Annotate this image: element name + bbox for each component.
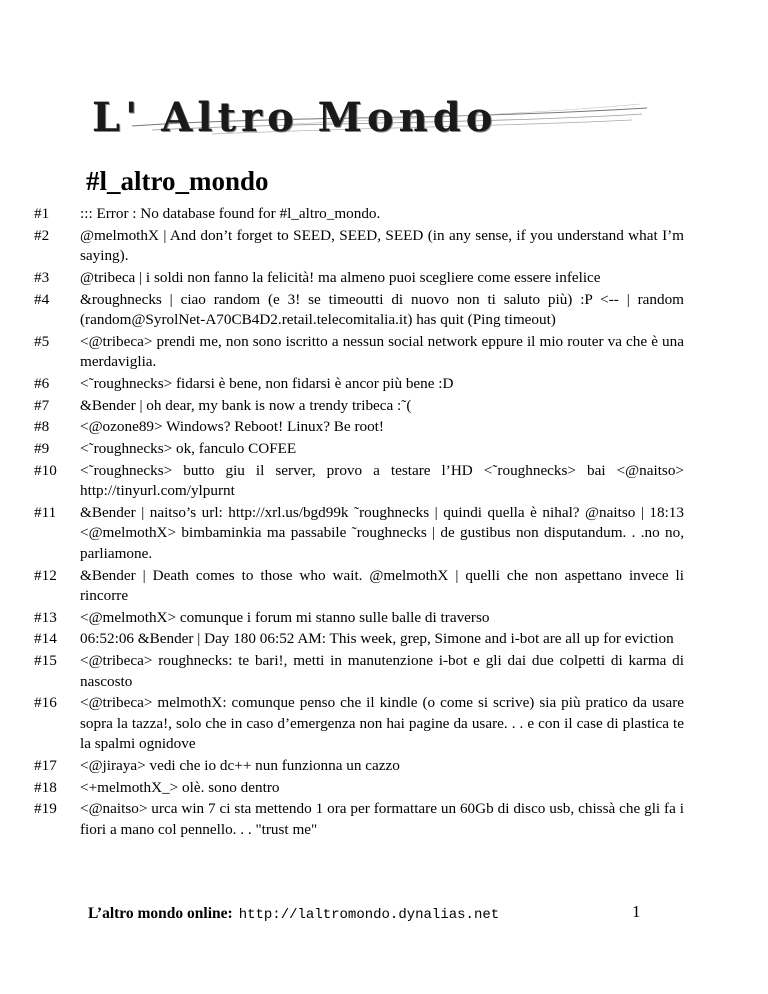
quote-entry <box>34 439 684 460</box>
quote-number: #9 <box>34 440 50 457</box>
quote-entry <box>34 204 684 225</box>
quote-number: #11 <box>34 503 57 521</box>
quote-number: #13 <box>34 608 57 626</box>
quote-text: <@tribeca> roughnecks: te bari!, metti in manutenzione i-bot e gli dai due colpetti di karma di nascosto <box>80 652 684 690</box>
quote-entry <box>34 374 684 395</box>
quote-number: #6 <box>34 374 50 392</box>
quote-entry <box>34 268 684 289</box>
quote-text: <@tribeca> melmothX: comunque penso che il kindle (o come si scrive) sia più pratico da usare sopra la tazza!, solo che in caso d’emergenza non hai pagine da usare. . . e con il case di plastica te la spalmi ognidove <box>80 694 684 753</box>
quote-entry <box>34 290 684 331</box>
quote-number: #2 <box>34 226 50 244</box>
quote-number: #5 <box>34 332 50 350</box>
quote-entry <box>34 226 684 267</box>
quote-number: #3 <box>34 268 50 286</box>
page-footer <box>88 905 499 923</box>
quote-number: #14 <box>34 630 57 648</box>
quote-entry <box>34 503 684 565</box>
quote-number: #7 <box>34 396 50 414</box>
logo <box>92 94 652 142</box>
logo-text: L' Altro Mondo <box>92 94 498 141</box>
quote-number: #10 <box>34 461 57 479</box>
quote-entry <box>34 608 684 629</box>
quote-list <box>34 204 684 842</box>
quote-entry <box>34 799 684 840</box>
quote-text: <@tribeca> prendi me, non sono iscritto a nessun social network eppure il mio router va che è una merdaviglia. <box>80 332 684 371</box>
quote-number: #15 <box>34 652 57 670</box>
quote-text: @tribeca | i soldi non fanno la felicità! ma almeno puoi scegliere come essere infelice <box>80 268 601 286</box>
quote-number: #16 <box>34 694 57 712</box>
quote-text: @melmothX | And don’t forget to SEED, SEED, SEED (in any sense, if you understand what I’m saying). <box>80 226 684 265</box>
quote-entry <box>34 756 684 777</box>
quote-text: &Bender | naitso’s url: http://xrl.us/bgd99k ˜roughnecks | quindi quella è nihal? @naitso | 18:13 <@melmothX> bimbaminkia ma passabile ˜roughnecks | de gustibus non disputandum. . .no no, parliamone. <box>80 503 684 562</box>
quote-number: #8 <box>34 418 50 436</box>
quote-text: 06:52:06 &Bender | Day 180 06:52 AM: This week, grep, Simone and i-bot are all up for eviction <box>80 630 674 648</box>
quote-number: #17 <box>34 757 57 774</box>
section-title: #l_altro_mondo <box>86 166 269 196</box>
quote-text: <˜roughnecks> fidarsi è bene, non fidarsi è ancor più bene :D <box>80 374 454 392</box>
page-number: 1 <box>632 902 641 921</box>
quote-number: #19 <box>34 800 57 818</box>
quote-entry <box>34 693 684 755</box>
quote-entry <box>34 396 684 417</box>
quote-text: <@naitso> urca win 7 ci sta mettendo 1 ora per formattare un 60Gb di disco usb, chissà che gli fa i fiori a mano col pennello. . . "trust me" <box>80 800 684 838</box>
quote-text: <@ozone89> Windows? Reboot! Linux? Be root! <box>80 418 384 436</box>
quote-entry <box>34 651 684 692</box>
quote-text: <@jiraya> vedi che io dc++ nun funzionna un cazzo <box>80 757 400 774</box>
quote-number: #12 <box>34 566 57 584</box>
footer-url-link[interactable]: http://laltromondo.dynalias.net <box>238 907 500 923</box>
quote-text: <˜roughnecks> ok, fanculo COFEE <box>80 440 297 457</box>
quote-text: &Bender | oh dear, my bank is now a trendy tribeca :˜( <box>80 396 412 414</box>
quote-entry <box>34 461 684 502</box>
quote-entry <box>34 566 684 607</box>
quote-entry <box>34 332 684 373</box>
quote-entry <box>34 417 684 438</box>
quote-entry <box>34 629 684 650</box>
quote-entry <box>34 778 684 799</box>
quote-text: &Bender | Death comes to those who wait. @melmothX | quelli che non aspettano invece li rincorre <box>80 566 684 605</box>
quote-text: <˜roughnecks> butto giu il server, provo a testare l’HD <˜roughnecks> bai <@naitso> http://tinyurl.com/ylpurnt <box>80 461 684 500</box>
quote-text: ::: Error : No database found for #l_altro_mondo. <box>80 205 381 222</box>
quote-number: #18 <box>34 778 57 796</box>
quote-number: #1 <box>34 205 50 222</box>
quote-text: <@melmothX> comunque i forum mi stanno sulle balle di traverso <box>80 608 490 626</box>
quote-text: &roughnecks | ciao random (e 3! se timeoutti di nuovo non ti saluto più) :P <-- | random (random@SyrolNet-A70CB4D2.retail.telecomitalia.it) has quit (Ping timeout) <box>80 290 684 329</box>
quote-text: <+melmothX_> olè. sono dentro <box>80 778 280 796</box>
footer-label: L’altro mondo online: <box>88 905 233 922</box>
quote-number: #4 <box>34 290 50 308</box>
